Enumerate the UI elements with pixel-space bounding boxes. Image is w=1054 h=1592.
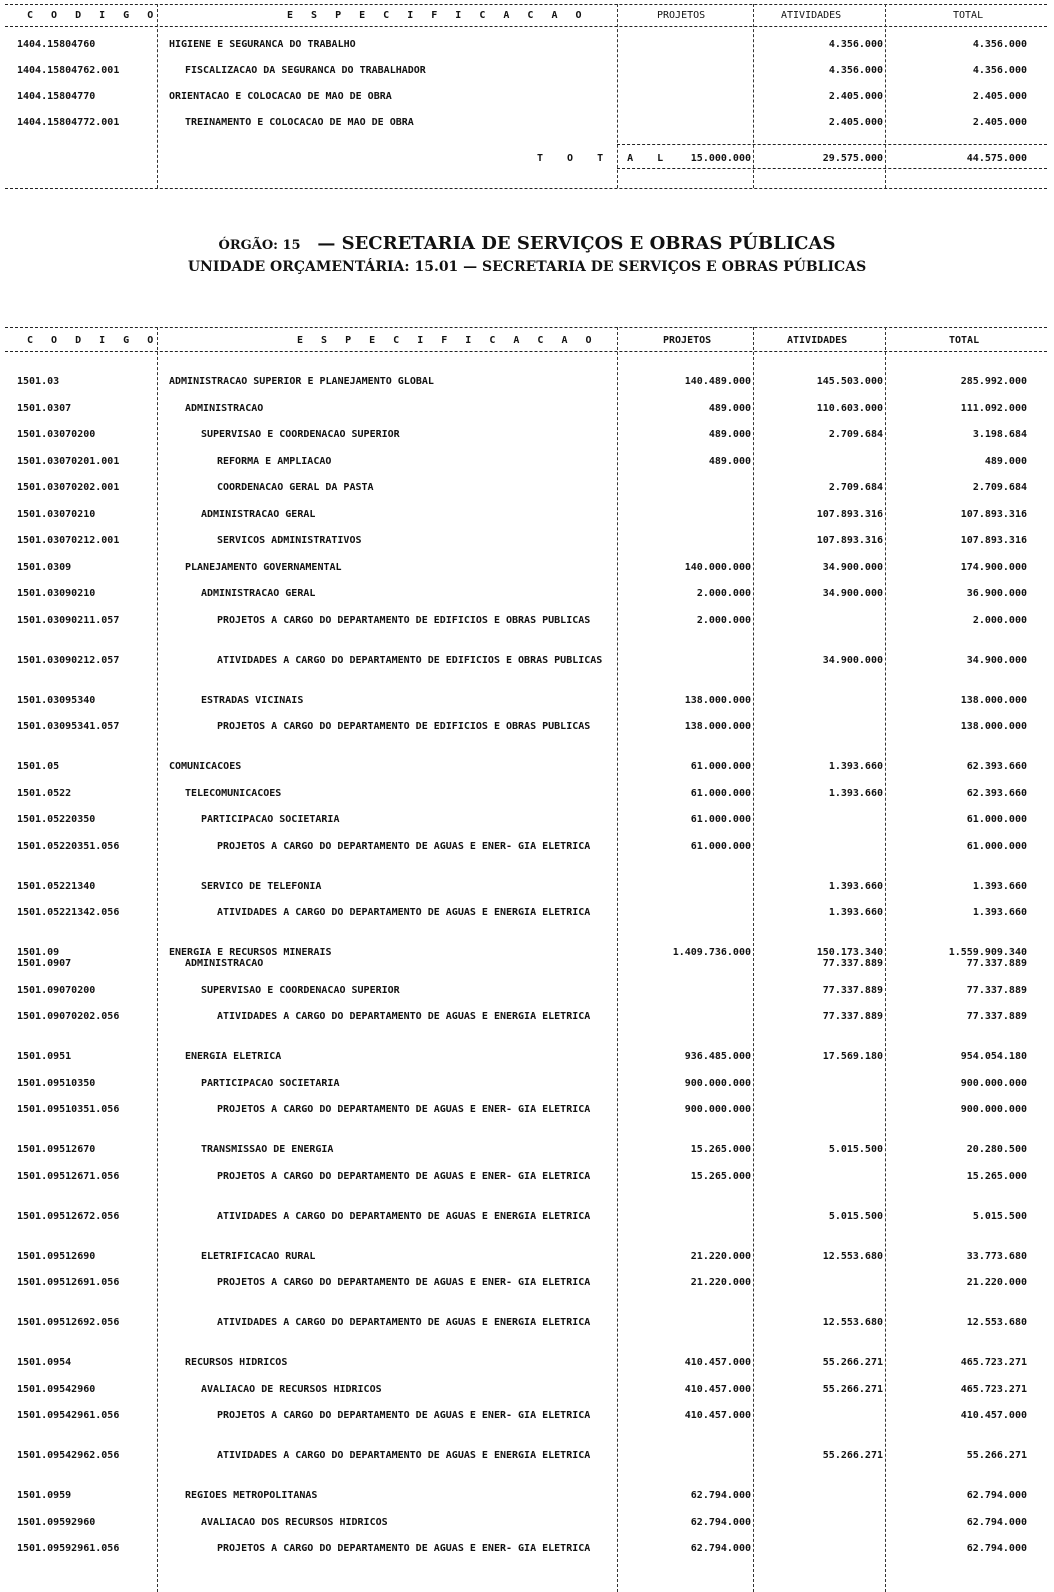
row-code: 1501.09070200: [17, 984, 96, 996]
row-projetos: 410.457.000: [684, 1357, 751, 1368]
row-total: 465.723.271: [960, 1357, 1027, 1368]
row-atividades: 77.337.889: [822, 984, 883, 996]
row-total: 174.900.000: [960, 561, 1027, 573]
row-code: 1501.09542960: [17, 1383, 96, 1395]
row-total: 33.773.680: [966, 1250, 1027, 1262]
row-code: 1501.03070210: [17, 508, 96, 520]
row-description: SUPERVISAO E COORDENACAO SUPERIOR: [201, 429, 400, 440]
table-border-top: [5, 4, 1047, 5]
row-total: 62.794.000: [966, 1516, 1027, 1528]
row-atividades: 110.603.000: [816, 402, 883, 414]
row-total: 4.356.000: [972, 39, 1027, 50]
row-code: 1501.03070212.001: [17, 535, 120, 546]
row-total: 77.337.889: [966, 958, 1027, 969]
row-projetos: 61.000.000: [690, 787, 751, 799]
row-description: ATIVIDADES A CARGO DO DEPARTAMENTO DE EDIFICIOS E OBRAS PUBLICAS: [217, 654, 603, 666]
row-projetos: 61.000.000: [690, 840, 751, 852]
row-projetos: 138.000.000: [684, 721, 751, 732]
row-description: SERVICOS ADMINISTRATIVOS: [217, 535, 362, 546]
row-projetos: 140.489.000: [684, 376, 751, 387]
orgao-label: ÓRGÃO: 15: [218, 238, 301, 253]
unidade-orcamentaria: UNIDADE ORÇAMENTÁRIA: 15.01 — SECRETARIA DE SERVIÇOS E OBRAS PÚBLICAS: [187, 259, 867, 275]
row-total: 55.266.271: [966, 1450, 1027, 1461]
row-description: AVALIACAO DOS RECURSOS HIDRICOS: [201, 1516, 388, 1528]
row-atividades: 1.393.660: [828, 787, 883, 799]
total-divider-bottom: [617, 168, 1047, 169]
row-projetos: 21.220.000: [690, 1250, 751, 1262]
row-total: 465.723.271: [960, 1383, 1027, 1395]
row-code: 1501.05221342.056: [17, 907, 120, 918]
row-projetos: 140.000.000: [684, 561, 751, 573]
header-projetos: PROJETOS: [657, 10, 706, 21]
row-total: 61.000.000: [966, 814, 1027, 825]
row-atividades: 17.569.180: [822, 1051, 883, 1062]
row-description: TREINAMENTO E COLOCACAO DE MAO DE OBRA: [185, 117, 414, 128]
row-projetos: 936.485.000: [684, 1051, 751, 1062]
row-code: 1501.09512671.056: [17, 1170, 120, 1182]
main-budget-table: [5, 327, 1047, 1592]
row-total: 107.893.316: [960, 535, 1027, 546]
row-code: 1501.03095340: [17, 694, 96, 706]
row-code: 1501.05221340: [17, 880, 96, 892]
row-description: PROJETOS A CARGO DO DEPARTAMENTO DE EDIFICIOS E OBRAS PUBLICAS: [217, 721, 591, 732]
row-description: PROJETOS A CARGO DO DEPARTAMENTO DE AGUAS E ENER- GIA ELETRICA: [217, 840, 591, 852]
orgao-heading: [0, 233, 1054, 254]
row-projetos: 900.000.000: [684, 1077, 751, 1089]
row-atividades: 150.173.340: [816, 947, 883, 958]
row-atividades: 107.893.316: [816, 535, 883, 546]
column-divider: [885, 327, 886, 1592]
row-code: 1501.03070202.001: [17, 482, 120, 493]
table-border-bottom: [5, 188, 1047, 189]
row-description: REFORMA E AMPLIACAO: [217, 455, 332, 467]
row-projetos: 489.000: [708, 429, 751, 440]
table-border-top: [5, 327, 1047, 328]
row-code: 1501.03070201.001: [17, 455, 120, 467]
row-code: 1501.09512672.056: [17, 1210, 120, 1222]
row-atividades: 34.900.000: [822, 588, 883, 599]
row-projetos: 2.000.000: [696, 614, 751, 626]
row-projetos: 61.000.000: [690, 814, 751, 825]
row-projetos: 62.794.000: [690, 1543, 751, 1554]
row-atividades: 2.405.000: [828, 117, 883, 128]
row-atividades: 1.393.660: [828, 880, 883, 892]
row-code: 1501.0954: [17, 1357, 72, 1368]
row-description: ATIVIDADES A CARGO DO DEPARTAMENTO DE AGUAS E ENERGIA ELETRICA: [217, 1210, 591, 1222]
row-code: 1501.09512691.056: [17, 1277, 120, 1288]
column-divider: [617, 327, 618, 1592]
row-description: ORIENTACAO E COLOCACAO DE MAO DE OBRA: [169, 91, 392, 102]
row-total: 2.000.000: [972, 614, 1027, 626]
row-projetos: 15.265.000: [690, 1144, 751, 1155]
row-atividades: 1.393.660: [828, 761, 883, 772]
row-total: 77.337.889: [966, 984, 1027, 996]
row-code: 1501.03090210: [17, 588, 96, 599]
row-projetos: 410.457.000: [684, 1410, 751, 1421]
row-description: PROJETOS A CARGO DO DEPARTAMENTO DE AGUAS E ENER- GIA ELETRICA: [217, 1277, 591, 1288]
row-description: PROJETOS A CARGO DO DEPARTAMENTO DE EDIFICIOS E OBRAS PUBLICAS: [217, 614, 591, 626]
row-description: ADMINISTRACAO SUPERIOR E PLANEJAMENTO GLOBAL: [169, 376, 434, 387]
row-total: 2.709.684: [972, 482, 1027, 493]
row-total: 2.405.000: [972, 91, 1027, 102]
row-atividades: 2.405.000: [828, 91, 883, 102]
orgao-name: — SECRETARIA DE SERVIÇOS E OBRAS PÚBLICAS: [317, 233, 836, 254]
row-atividades: 34.900.000: [822, 561, 883, 573]
row-code: 1501.09512690: [17, 1250, 96, 1262]
row-description: ADMINISTRACAO: [185, 958, 264, 969]
row-code: 1501.03090212.057: [17, 654, 120, 666]
row-projetos: 900.000.000: [684, 1104, 751, 1115]
row-code: 1501.09592960: [17, 1516, 96, 1528]
total-divider: [617, 144, 1047, 145]
row-total: 900.000.000: [960, 1077, 1027, 1089]
row-atividades: 4.356.000: [828, 39, 883, 50]
column-divider: [157, 327, 158, 1592]
column-divider: [753, 327, 754, 1592]
row-total: 2.405.000: [972, 117, 1027, 128]
header-especificacao: E S P E C I F I C A C A O: [287, 10, 588, 21]
header-codigo: C O D I G O: [27, 10, 160, 21]
row-description: COMUNICACOES: [169, 761, 242, 772]
header-atividades: ATIVIDADES: [787, 335, 848, 346]
row-atividades: 77.337.889: [822, 1011, 883, 1022]
row-total: 12.553.680: [966, 1317, 1027, 1328]
row-code: 1404.15804772.001: [17, 117, 120, 128]
row-code: 1501.09542961.056: [17, 1410, 120, 1421]
row-code: 1501.09592961.056: [17, 1543, 120, 1554]
row-total: 1.393.660: [972, 880, 1027, 892]
column-divider: [885, 4, 886, 188]
row-description: PLANEJAMENTO GOVERNAMENTAL: [185, 561, 342, 573]
row-code: 1501.03070200: [17, 429, 96, 440]
row-code: 1501.0907: [17, 958, 72, 969]
row-code: 1501.09542962.056: [17, 1450, 120, 1461]
row-atividades: 2.709.684: [828, 482, 883, 493]
row-description: PROJETOS A CARGO DO DEPARTAMENTO DE AGUAS E ENER- GIA ELETRICA: [217, 1170, 591, 1182]
row-total: 1.559.909.340: [948, 947, 1027, 958]
row-code: 1501.0309: [17, 561, 72, 573]
row-description: PARTICIPACAO SOCIETARIA: [201, 814, 340, 825]
row-atividades: 107.893.316: [816, 508, 883, 520]
row-total: 15.265.000: [966, 1170, 1027, 1182]
row-projetos: 61.000.000: [690, 761, 751, 772]
row-atividades: 55.266.271: [822, 1383, 883, 1395]
row-description: FISCALIZACAO DA SEGURANCA DO TRABALHADOR: [185, 65, 426, 76]
total-atividades: 29.575.000: [822, 153, 883, 164]
row-code: 1404.15804770: [17, 91, 96, 102]
total-total: 44.575.000: [966, 153, 1027, 164]
row-code: 1404.15804762.001: [17, 65, 120, 76]
header-especificacao: E S P E C I F I C A C A O: [297, 335, 598, 346]
row-total: 62.794.000: [966, 1490, 1027, 1501]
row-code: 1501.0959: [17, 1490, 72, 1501]
row-code: 1501.0522: [17, 787, 72, 799]
row-description: SUPERVISAO E COORDENACAO SUPERIOR: [201, 984, 400, 996]
header-atividades: ATIVIDADES: [781, 10, 842, 21]
row-total: 77.337.889: [966, 1011, 1027, 1022]
row-code: 1501.09512670: [17, 1144, 96, 1155]
row-atividades: 77.337.889: [822, 958, 883, 969]
row-atividades: 5.015.500: [828, 1210, 883, 1222]
row-total: 138.000.000: [960, 694, 1027, 706]
row-description: PROJETOS A CARGO DO DEPARTAMENTO DE AGUAS E ENER- GIA ELETRICA: [217, 1410, 591, 1421]
row-projetos: 2.000.000: [696, 588, 751, 599]
row-description: AVALIACAO DE RECURSOS HIDRICOS: [201, 1383, 382, 1395]
row-description: ADMINISTRACAO GERAL: [201, 588, 316, 599]
header-total: TOTAL: [949, 335, 980, 346]
row-code: 1501.05220350: [17, 814, 96, 825]
row-description: ENERGIA ELETRICA: [185, 1051, 282, 1062]
row-projetos: 15.265.000: [690, 1170, 751, 1182]
row-atividades: 12.553.680: [822, 1250, 883, 1262]
header-divider: [5, 351, 1047, 352]
row-projetos: 1.409.736.000: [672, 947, 751, 958]
row-atividades: 34.900.000: [822, 654, 883, 666]
row-description: ATIVIDADES A CARGO DO DEPARTAMENTO DE AGUAS E ENERGIA ELETRICA: [217, 1011, 591, 1022]
row-total: 107.893.316: [960, 508, 1027, 520]
row-projetos: 62.794.000: [690, 1490, 751, 1501]
row-total: 20.280.500: [966, 1144, 1027, 1155]
row-atividades: 5.015.500: [828, 1144, 883, 1155]
row-code: 1501.03090211.057: [17, 614, 120, 626]
row-total: 5.015.500: [972, 1210, 1027, 1222]
row-code: 1501.03095341.057: [17, 721, 120, 732]
row-total: 21.220.000: [966, 1277, 1027, 1288]
row-description: ESTRADAS VICINAIS: [201, 694, 304, 706]
row-description: PROJETOS A CARGO DO DEPARTAMENTO DE AGUAS E ENER- GIA ELETRICA: [217, 1543, 591, 1554]
row-code: 1501.09512692.056: [17, 1317, 120, 1328]
row-description: REGIOES METROPOLITANAS: [185, 1490, 318, 1501]
row-total: 285.992.000: [960, 376, 1027, 387]
row-description: ADMINISTRACAO GERAL: [201, 508, 316, 520]
row-code: 1501.0307: [17, 402, 72, 414]
row-atividades: 145.503.000: [816, 376, 883, 387]
row-total: 138.000.000: [960, 721, 1027, 732]
row-total: 3.198.684: [972, 429, 1027, 440]
row-code: 1501.03: [17, 376, 60, 387]
row-description: TELECOMUNICACOES: [185, 787, 282, 799]
row-description: ADMINISTRACAO: [185, 402, 264, 414]
row-total: 111.092.000: [960, 402, 1027, 414]
row-projetos: 410.457.000: [684, 1383, 751, 1395]
row-description: RECURSOS HIDRICOS: [185, 1357, 288, 1368]
row-code: 1501.05220351.056: [17, 840, 120, 852]
row-total: 36.900.000: [966, 588, 1027, 599]
row-projetos: 489.000: [708, 402, 751, 414]
column-divider: [753, 4, 754, 188]
row-projetos: 138.000.000: [684, 694, 751, 706]
row-description: ATIVIDADES A CARGO DO DEPARTAMENTO DE AGUAS E ENERGIA ELETRICA: [217, 907, 591, 918]
row-total: 62.794.000: [966, 1543, 1027, 1554]
row-total: 954.054.180: [960, 1051, 1027, 1062]
total-projetos: 15.000.000: [690, 153, 751, 164]
row-atividades: 55.266.271: [822, 1450, 883, 1461]
row-description: COORDENACAO GERAL DA PASTA: [217, 482, 374, 493]
row-description: ATIVIDADES A CARGO DO DEPARTAMENTO DE AGUAS E ENERGIA ELETRICA: [217, 1317, 591, 1328]
row-atividades: 12.553.680: [822, 1317, 883, 1328]
header-total: TOTAL: [953, 10, 984, 21]
row-atividades: 55.266.271: [822, 1357, 883, 1368]
row-code: 1501.09: [17, 947, 60, 958]
total-label: T O T A L: [537, 153, 673, 164]
header-projetos: PROJETOS: [663, 335, 712, 346]
row-projetos: 489.000: [708, 455, 751, 467]
row-total: 410.457.000: [960, 1410, 1027, 1421]
row-code: 1501.09510350: [17, 1077, 96, 1089]
row-total: 4.356.000: [972, 65, 1027, 76]
row-code: 1501.09510351.056: [17, 1104, 120, 1115]
row-total: 34.900.000: [966, 654, 1027, 666]
row-atividades: 2.709.684: [828, 429, 883, 440]
row-total: 489.000: [984, 455, 1027, 467]
row-description: TRANSMISSAO DE ENERGIA: [201, 1144, 334, 1155]
top-budget-table: [5, 4, 1047, 192]
row-code: 1501.05: [17, 761, 60, 772]
row-code: 1404.15804760: [17, 39, 96, 50]
row-description: HIGIENE E SEGURANCA DO TRABALHO: [169, 39, 356, 50]
row-description: SERVICO DE TELEFONIA: [201, 880, 322, 892]
row-code: 1501.09070202.056: [17, 1011, 120, 1022]
row-description: PARTICIPACAO SOCIETARIA: [201, 1077, 340, 1089]
row-total: 62.393.660: [966, 787, 1027, 799]
header-divider: [5, 26, 1047, 27]
row-total: 61.000.000: [966, 840, 1027, 852]
row-total: 900.000.000: [960, 1104, 1027, 1115]
column-divider: [157, 4, 158, 188]
row-description: ENERGIA E RECURSOS MINERAIS: [169, 947, 332, 958]
row-total: 1.393.660: [972, 907, 1027, 918]
row-atividades: 4.356.000: [828, 65, 883, 76]
row-atividades: 1.393.660: [828, 907, 883, 918]
row-projetos: 62.794.000: [690, 1516, 751, 1528]
row-total: 62.393.660: [966, 761, 1027, 772]
row-code: 1501.0951: [17, 1051, 72, 1062]
row-description: PROJETOS A CARGO DO DEPARTAMENTO DE AGUAS E ENER- GIA ELETRICA: [217, 1104, 591, 1115]
header-codigo: C O D I G O: [27, 335, 160, 346]
row-description: ELETRIFICACAO RURAL: [201, 1250, 316, 1262]
row-description: ATIVIDADES A CARGO DO DEPARTAMENTO DE AGUAS E ENERGIA ELETRICA: [217, 1450, 591, 1461]
row-projetos: 21.220.000: [690, 1277, 751, 1288]
